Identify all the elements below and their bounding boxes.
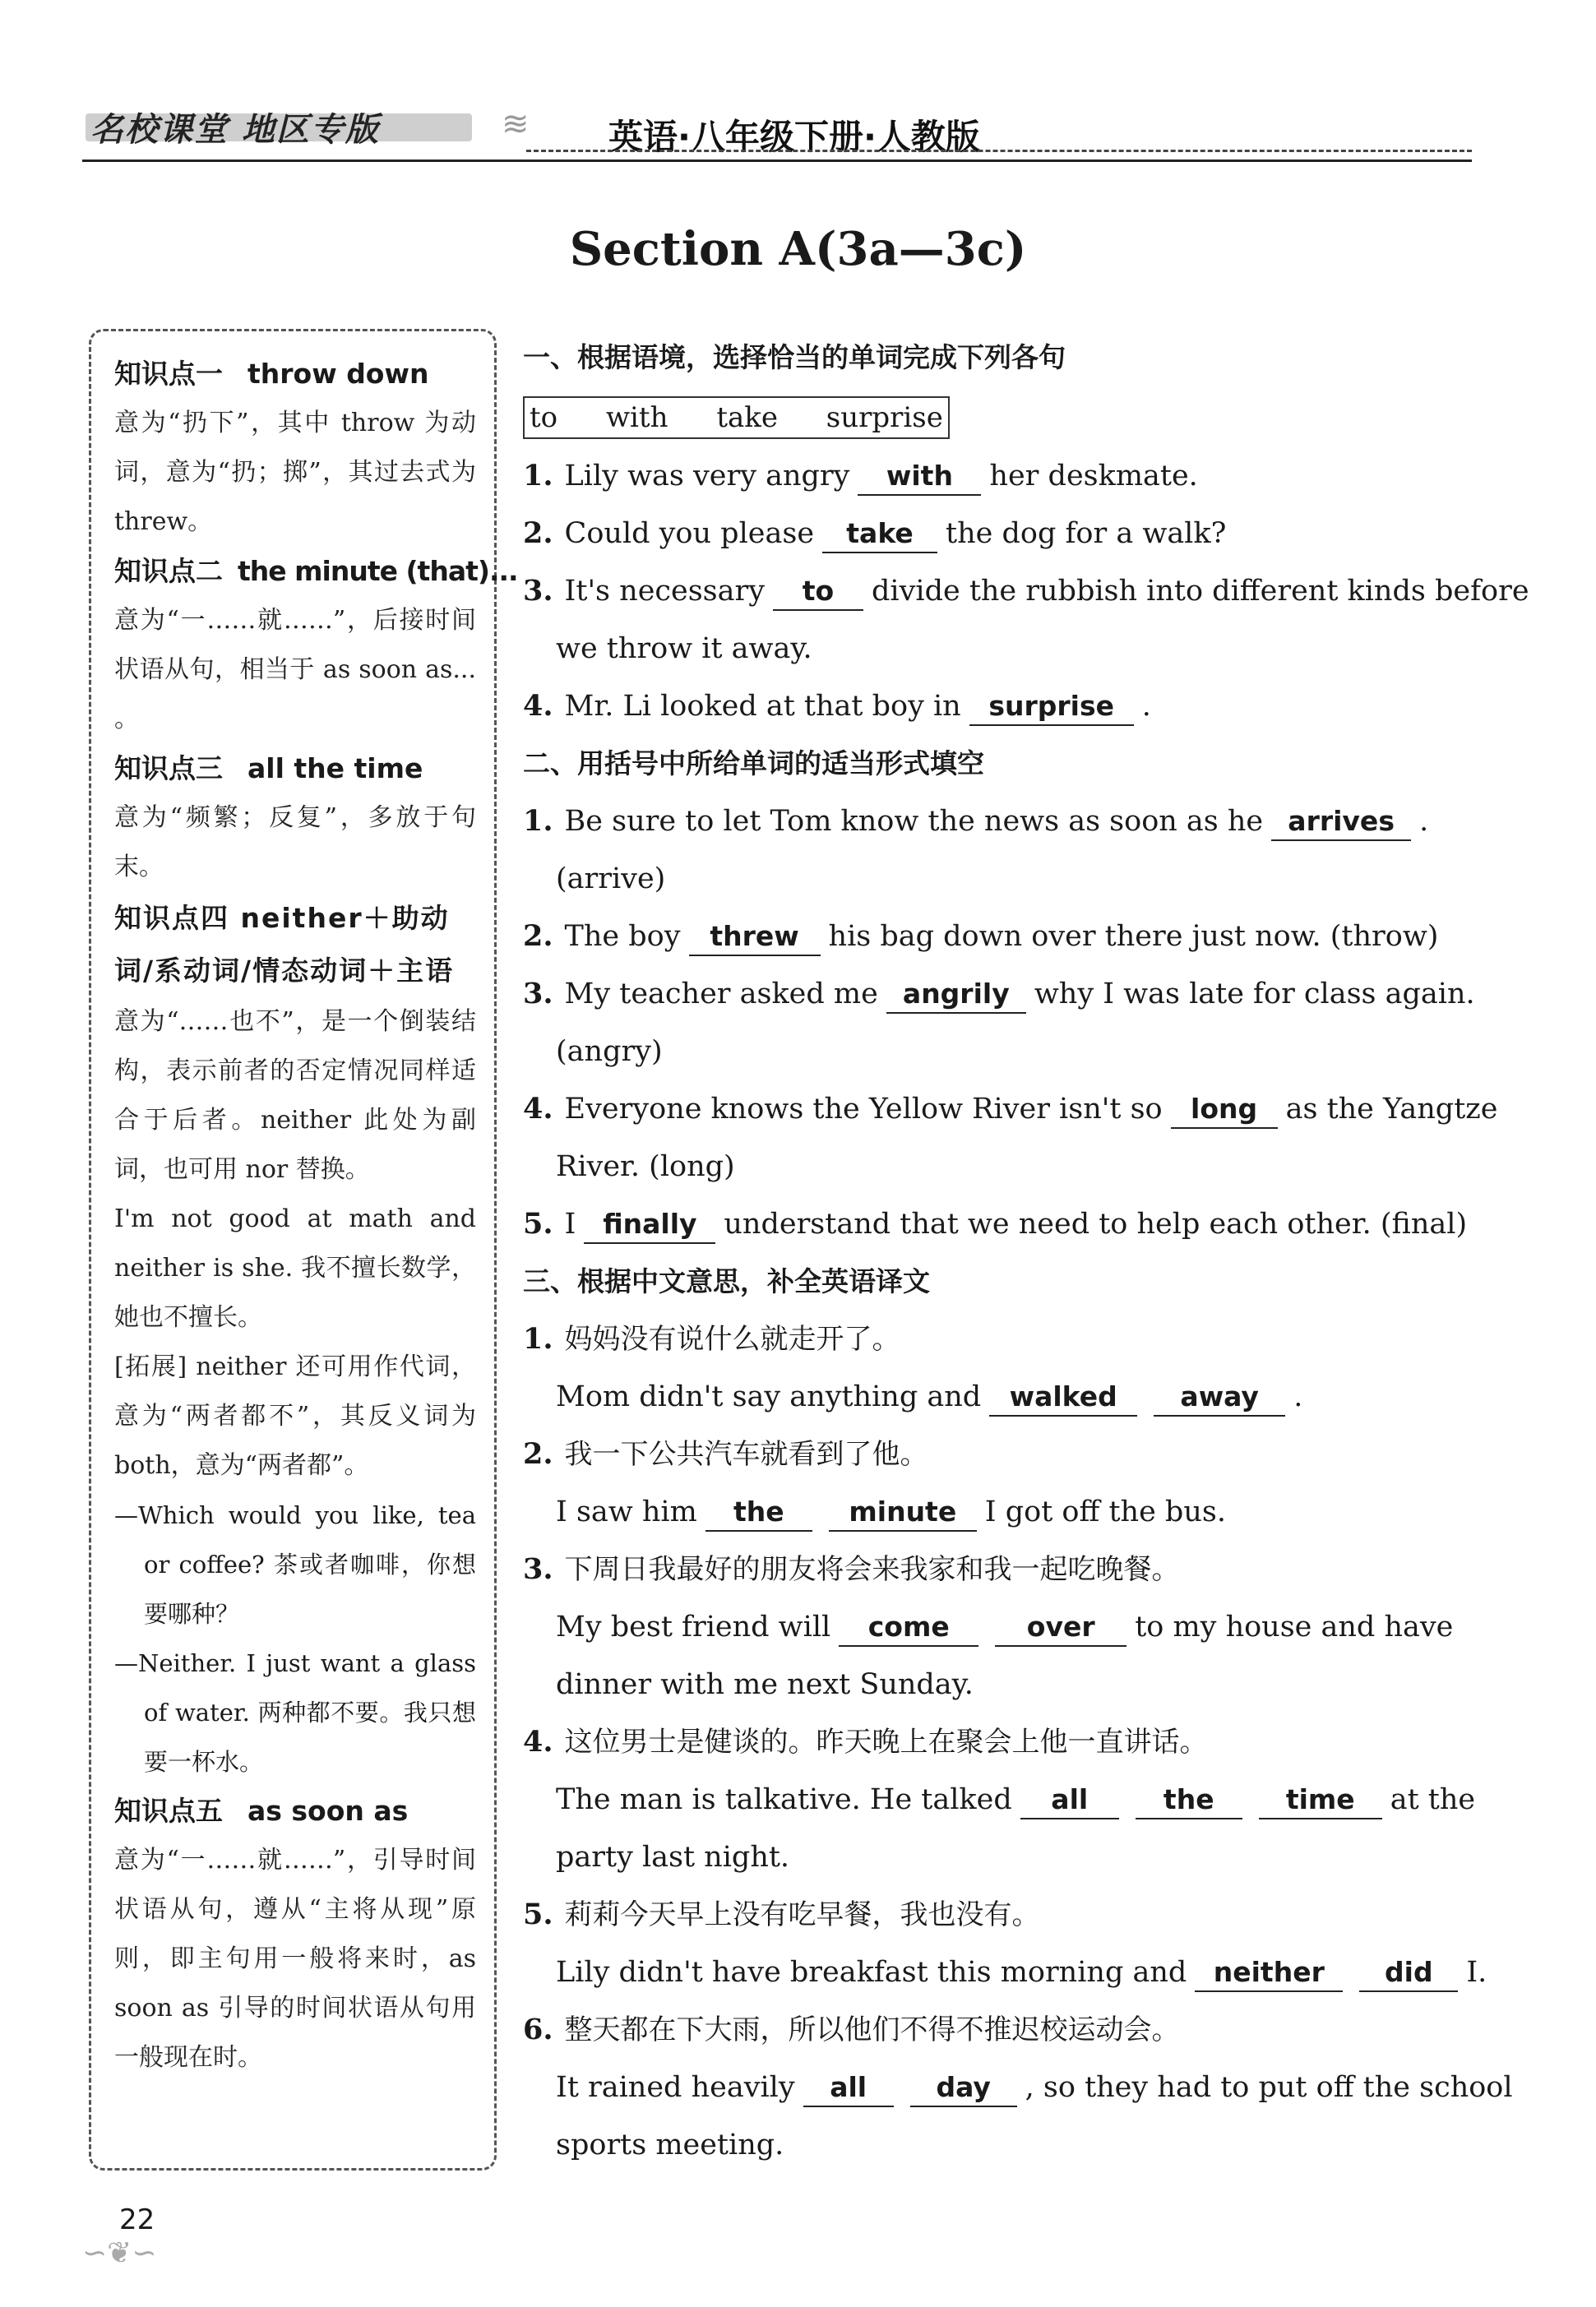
kp2-label: 知识点二 (114, 555, 223, 587)
p3-q6-en (523, 2059, 1513, 2116)
p3-q5-en (523, 1944, 1501, 2001)
kp3-phrase: all the time (247, 752, 423, 784)
kp1-phrase: throw down (247, 358, 429, 390)
kp4-example1: —Which would you like, tea or coffee? 茶或者咖啡，你想要哪种？ (114, 1501, 476, 1628)
answer-blank[interactable]: over (995, 1609, 1126, 1647)
q-text: . (1419, 805, 1429, 838)
p3-q4-cn (523, 1713, 1501, 1771)
q-text: Lily didn't have breakfast this morning and (556, 1956, 1187, 1989)
kp4-example2: —Neither. I just want a glass of water. 两种都不要。我只想要一杯水。 (114, 1649, 476, 1776)
answer-blank[interactable]: neither (1195, 1954, 1343, 1992)
word-bank-item: surprise (826, 401, 943, 434)
kp5-title (114, 1787, 476, 1836)
answer-blank[interactable]: all (803, 2069, 894, 2107)
q-text: The man is talkative. He talked (556, 1783, 1012, 1816)
q-number: 1. (523, 459, 553, 492)
q-chinese: 妈妈没有说什么就走开了。 (564, 1323, 900, 1356)
answer-blank[interactable]: take (822, 515, 937, 553)
p3-q1-cn (523, 1311, 1501, 1368)
kp2-body: 意为“一……就……”，后接时间状语从句，相当于 as soon as... 。 (114, 606, 476, 733)
q-text: as the Yangtze (1285, 1093, 1498, 1126)
book-title: 英语·八年级下册·人教版 (608, 117, 980, 157)
q-text: It's necessary (564, 575, 766, 608)
q-text: his bag down over there just now. (throw) (828, 920, 1439, 953)
q-text: I got off the bus. (984, 1496, 1226, 1528)
q-text: It rained heavily (556, 2071, 795, 2104)
p3-q6-cn (523, 2001, 1501, 2059)
p1-q1 (523, 447, 1501, 505)
q-text: divide the rubbish into different kinds before (872, 575, 1529, 608)
p2-q3 (523, 965, 1501, 1023)
p3-q4-en (523, 1771, 1501, 1828)
p3-q5-cn (523, 1886, 1501, 1944)
q-text: I (564, 1208, 576, 1241)
q-text: I saw him (556, 1496, 697, 1528)
part3-heading: 三、根据中文意思，补全英语译文 (523, 1265, 930, 1297)
wave-ornament-icon: ≋ (502, 105, 530, 143)
kp1-title (114, 349, 476, 399)
answer-blank[interactable]: come (839, 1609, 978, 1647)
p2-q1 (523, 793, 1501, 850)
q-text: My teacher asked me (564, 978, 878, 1010)
p1-q2 (523, 505, 1501, 562)
p3-q3-en (523, 1598, 1501, 1656)
answer-blank[interactable]: minute (829, 1494, 977, 1532)
exercise-area (523, 329, 1529, 2174)
q-text: her deskmate. (989, 460, 1198, 492)
q-number: 3. (523, 977, 553, 1010)
page-header (82, 99, 1472, 173)
p3-q3-cn (523, 1541, 1501, 1598)
kp2-phrase: the minute (that)... (238, 555, 518, 587)
series-title: 名校课堂 地区专版 (90, 104, 380, 150)
answer-blank[interactable]: threw (689, 918, 821, 956)
word-bank (523, 396, 950, 439)
answer-blank[interactable]: all (1020, 1782, 1119, 1819)
q-number: 6. (523, 2013, 553, 2046)
answer-blank[interactable]: away (1154, 1379, 1285, 1417)
kp4-title: 知识点四 neither＋助动词/系动词/情态动词＋主语 (114, 902, 455, 987)
q-text: My best friend will (556, 1611, 831, 1644)
q-text: Mom didn't say anything and (556, 1380, 982, 1413)
knowledge-sidebar (89, 329, 518, 2171)
p3-q4-cont: party last night. (556, 1841, 790, 1874)
p3-q2-cn (523, 1426, 1501, 1483)
q-text: Could you please (564, 517, 815, 550)
kp2-title (114, 547, 518, 596)
flourish-ornament-icon: ∽❦∽ (82, 2236, 157, 2270)
part1-heading: 一、根据语境，选择恰当的单词完成下列各句 (523, 341, 1066, 373)
q-text: Be sure to let Tom know the news as soon as he (564, 805, 1264, 838)
p2-q4-cont: River. (long) (556, 1150, 735, 1183)
p3-q3-cont: dinner with me next Sunday. (556, 1668, 974, 1701)
section-title: Section A(3a—3c) (569, 222, 1027, 276)
p2-q2 (523, 908, 1501, 965)
kp5-body: 意为“一……就……”，引导时间状语从句，遵从“主将从现”原则，即主句用一般将来时，as soon as 引导的时间状语从句用一般现在时。 (114, 1846, 476, 2072)
answer-blank[interactable]: the (1136, 1782, 1242, 1819)
kp1-label: 知识点一 (114, 358, 223, 390)
p3-q1-en (523, 1368, 1501, 1426)
q-text: to my house and have (1135, 1611, 1454, 1644)
q-number: 4. (523, 1092, 553, 1126)
kp4-body2: I'm not good at math and neither is she. 我不擅长数学，她也不擅长。 (114, 1204, 476, 1332)
q-text: Lily was very angry (564, 460, 850, 492)
answer-blank[interactable]: surprise (969, 688, 1134, 726)
q-chinese: 我一下公共汽车就看到了他。 (564, 1438, 928, 1471)
word-bank-item: take (716, 401, 778, 434)
answer-blank[interactable]: angrily (886, 976, 1026, 1014)
q-text: why I was late for class again. (1034, 978, 1475, 1010)
word-bank-item: with (605, 401, 668, 434)
q-number: 4. (523, 689, 553, 723)
q-number: 2. (523, 1437, 553, 1471)
q-text: , so they had to put off the school (1025, 2071, 1513, 2104)
kp4-body1: 意为“……也不”，是一个倒装结构，表示前者的否定情况同样适合于后者。neither 此处为副词，也可用 nor 替换。 (114, 1007, 476, 1184)
kp5-phrase: as soon as (247, 1795, 409, 1827)
kp5-label: 知识点五 (114, 1795, 223, 1827)
q-number: 1. (523, 804, 553, 838)
q-text: at the (1390, 1783, 1476, 1816)
answer-blank[interactable]: did (1359, 1954, 1458, 1992)
q-chinese: 整天都在下大雨，所以他们不得不推迟校运动会。 (564, 2013, 1180, 2046)
q-number: 4. (523, 1725, 553, 1759)
kp3-body: 意为“频繁；反复”，多放于句末。 (114, 803, 476, 881)
p3-q2-en (523, 1483, 1501, 1541)
kp3-label: 知识点三 (114, 752, 223, 784)
answer-blank[interactable]: long (1171, 1091, 1278, 1129)
q-chinese: 这位男士是健谈的。昨天晚上在聚会上他一直讲话。 (564, 1726, 1208, 1759)
kp4-body3: [拓展] neither 还可用作代词，意为“两者都不”，其反义词为 both，意为“两者都”。 (114, 1352, 476, 1480)
p2-q3-cont: (angry) (556, 1035, 663, 1068)
q-text: the dog for a walk? (946, 517, 1227, 550)
p1-q3-cont: we throw it away. (556, 632, 812, 665)
answer-blank[interactable]: finally (584, 1206, 715, 1244)
answer-blank[interactable]: day (910, 2069, 1017, 2107)
q-number: 3. (523, 1552, 553, 1586)
part2-heading: 二、用括号中所给单词的适当形式填空 (523, 747, 984, 779)
q-number: 1. (523, 1322, 553, 1356)
word-bank-item: to (530, 401, 558, 434)
q-number: 2. (523, 516, 553, 550)
q-text: . (1293, 1380, 1303, 1413)
p1-q3 (523, 562, 1529, 620)
answer-blank[interactable]: the (705, 1494, 812, 1532)
q-text: . (1141, 690, 1151, 723)
q-text: I. (1466, 1956, 1487, 1989)
answer-blank[interactable]: walked (989, 1379, 1137, 1417)
p2-q4 (523, 1080, 1501, 1138)
q-number: 5. (523, 1207, 553, 1241)
p2-q1-cont: (arrive) (556, 862, 666, 895)
answer-blank[interactable]: time (1259, 1782, 1382, 1819)
header-dashed-rule (526, 150, 1472, 152)
q-chinese: 下周日我最好的朋友将会来我家和我一起吃晚餐。 (564, 1553, 1180, 1586)
answer-blank[interactable]: to (773, 573, 863, 611)
kp1-body: 意为“扔下”，其中 throw 为动词，意为“扔；掷”，其过去式为 threw。 (114, 409, 476, 536)
kp3-title (114, 744, 476, 793)
p2-q5 (523, 1195, 1501, 1253)
header-rule (82, 160, 1472, 162)
answer-blank[interactable]: arrives (1271, 803, 1411, 841)
q-number: 5. (523, 1898, 553, 1931)
page-number: 22 (119, 2203, 155, 2236)
p1-q4 (523, 677, 1501, 735)
answer-blank[interactable]: with (858, 458, 981, 496)
q-chinese: 莉莉今天早上没有吃早餐，我也没有。 (564, 1898, 1040, 1931)
p3-q6-cont: sports meeting. (556, 2129, 784, 2161)
q-text: The boy (564, 920, 681, 953)
q-text: Everyone knows the Yellow River isn't so (564, 1093, 1163, 1126)
q-number: 2. (523, 919, 553, 953)
q-text: Mr. Li looked at that boy in (564, 690, 961, 723)
q-number: 3. (523, 574, 553, 608)
q-text: understand that we need to help each other. (final) (724, 1208, 1468, 1241)
